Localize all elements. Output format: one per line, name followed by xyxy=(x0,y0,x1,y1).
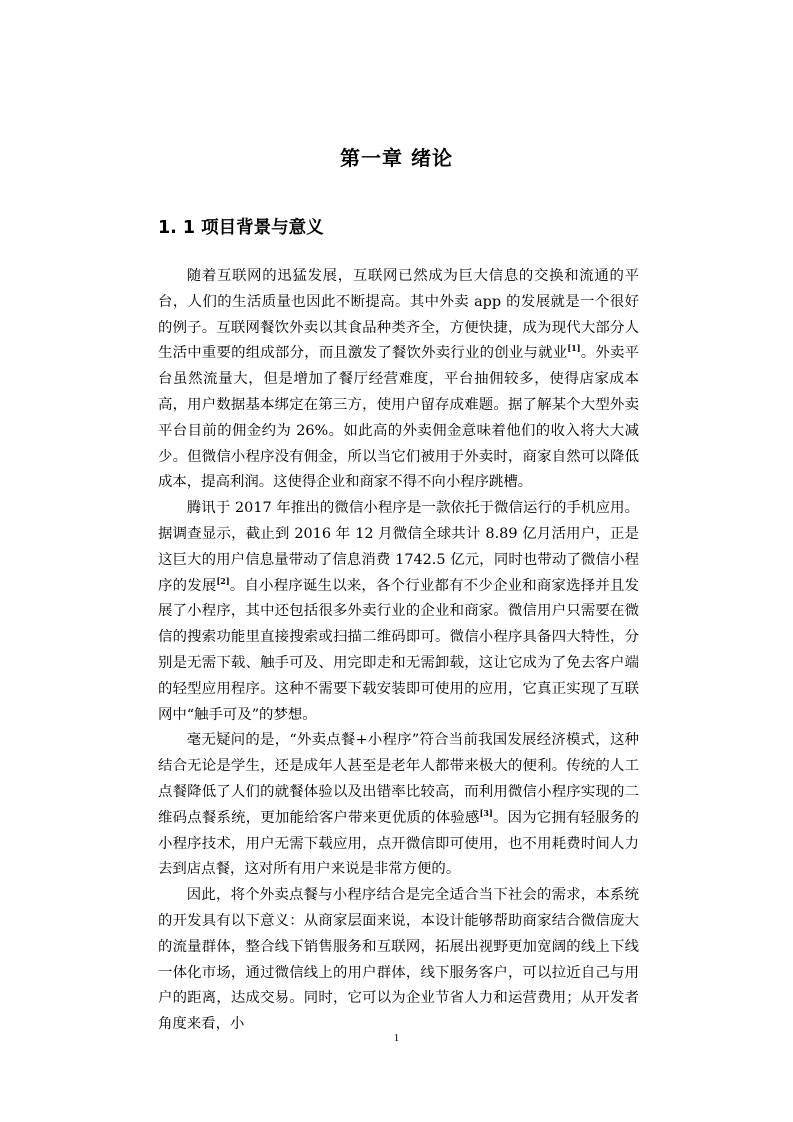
section-title: 1. 1 项目背景与意义 xyxy=(158,218,324,238)
paragraph-text: 随着互联网的迅猛发展，互联网已然成为巨大信息的交换和流通的平台，人们的生活质量也因此不断提高。其中外卖 app 的发展就是一个很好的例子。互联网餐饮外卖以其食品种类齐全，方便快捷，成为现代大部分人生活中重要的组成部分，而且激发了餐饮外卖行业的创业与就业 xyxy=(158,268,639,362)
chapter-title: 第一章 绪论 xyxy=(340,146,453,170)
paragraph-4 xyxy=(158,883,639,1038)
page-number: 1 xyxy=(393,1032,400,1044)
citation-2: [2] xyxy=(216,575,230,586)
citation-1: [1] xyxy=(567,343,581,354)
paragraph-text: 。自小程序诞生以来，各个行业都有不少企业和商家选择并且发展了小程序，其中还包括很多外卖行业的企业和商家。微信用户只需要在微信的搜索功能里直接搜索或扫描二维码即可。微信小程序具备四大特性，分别是无需下载、触手可及、用完即走和无需卸载，这让它成为了免去客户端的轻型应用程序。这种不需要下载安装即可使用的应用，它真正实现了互联网中“触手可及”的梦想。 xyxy=(158,577,639,723)
paragraph-3 xyxy=(158,728,639,883)
paragraph-text: 因此，将个外卖点餐与小程序结合是完全适合当下社会的需求，本系统的开发具有以下意义：从商家层面来说，本设计能够帮助商家结合微信庞大的流量群体，整合线下销售服务和互联网，拓展出视野更加宽阔的线上下线一体化市场，通过微信线上的用户群体，线下服务客户，可以拉近自己与用户的距离，达成交易。同时，它可以为企业节省人力和运营费用；从开发者角度来看，小 xyxy=(158,887,639,1033)
body-text xyxy=(158,264,639,1038)
paragraph-text: 毫无疑问的是，“外卖点餐+小程序”符合当前我国发展经济模式，这种结合无论是学生，还是成年人甚至是老年人都带来极大的便利。传统的人工点餐降低了人们的就餐体验以及出错率比较高，而利用微信小程序实现的二维码点餐系统，更加能给客户带来更优质的体验感 xyxy=(158,732,639,826)
paragraph-text: 腾讯于 2017 年推出的微信小程序是一款依托于微信运行的手机应用。据调查显示，截止到 2016 年 12 月微信全球共计 8.89 亿月活用户，正是这巨大的用户信息量带动了信息消费 1742.5 亿元，同时也带动了微信小程序的发展 xyxy=(158,500,639,594)
paragraph-text: 。外卖平台虽然流量大，但是增加了餐厅经营难度，平台抽佣较多，使得店家成本高，用户数据基本绑定在第三方，使用户留存成难题。据了解某个大型外卖平台目前的佣金约为 26%。如此高的外卖佣金意味着他们的收入将大大减少。但微信小程序没有佣金，所以当它们被用于外卖时，商家自然可以降低成本，提高利润。这使得企业和商家不得不向小程序跳槽。 xyxy=(158,345,639,491)
citation-3: [3] xyxy=(479,807,493,818)
paragraph-text: 。因为它拥有轻服务的小程序技术，用户无需下载应用，点开微信即可使用，也不用耗费时间人力去到店点餐，这对所有用户来说是非常方便的。 xyxy=(158,809,639,878)
paragraph-1 xyxy=(158,264,639,496)
paragraph-2 xyxy=(158,496,639,728)
